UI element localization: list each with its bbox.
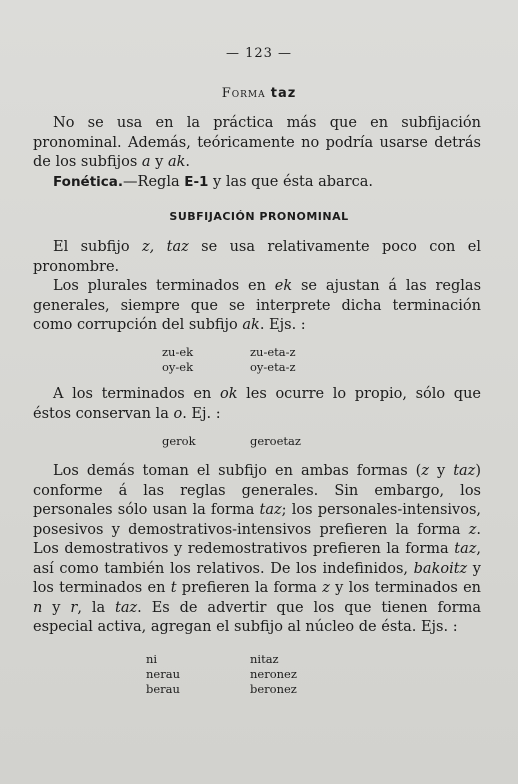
paragraph: El subfijo z, taz se usa relativamente poco con el pronombre. — [33, 239, 482, 275]
example-word: neronez — [250, 667, 297, 681]
section-title: SUBFIJACIÓN PRONOMINAL — [169, 210, 349, 223]
example-word: berau — [146, 682, 180, 696]
example-list-3 — [146, 652, 350, 697]
page-number: — 123 — — [225, 46, 293, 61]
example-word: zu-ek — [162, 345, 194, 359]
paragraph-block-3 — [33, 385, 481, 424]
example-word: zu-eta-z — [250, 345, 296, 359]
example-word: nerau — [146, 667, 180, 681]
running-head — [0, 86, 518, 101]
example-word: beronez — [250, 682, 297, 696]
paragraph: Fonética.—Regla E-1 y las que ésta abarca. — [53, 173, 373, 190]
paragraph: No se usa en la práctica más que en subfijación pronominal. Además, teóricamente no podría usarse detrás de los subfijos a y ak. — [33, 115, 481, 170]
example-list-2 — [162, 434, 350, 449]
running-head-prefix: Forma — [221, 86, 266, 101]
paragraph-block-4 — [33, 462, 481, 638]
paragraph: A los terminados en ok les ocurre lo propio, sólo que éstos conservan la o. Ej. : — [33, 386, 481, 422]
example-word: oy-ek — [162, 360, 194, 374]
example-word: geroetaz — [250, 434, 301, 448]
example-word: gerok — [162, 434, 196, 448]
example-list-1 — [162, 345, 350, 375]
example-word: oy-eta-z — [250, 360, 296, 374]
running-head-word: taz — [270, 86, 297, 101]
example-word: ni — [146, 652, 158, 666]
paragraph: Los demás toman el subfijo en ambas formas (z y taz) conforme á las reglas generales. Sin embargo, los personales sólo usan la forma taz; los personales-intensivos, posesivos y demostrativos-intensivos prefieren la forma z. Los demostrativos y redemostrativos prefieren la forma taz, así como también los relativos. De los indefinidos, bakoitz y los terminados en t prefieren la forma z y los terminados en n y r, la taz. Es de advertir que los que tienen forma especial activa, agregan el subfijo al núcleo de ésta. Ejs. : — [33, 463, 481, 635]
example-word: nitaz — [250, 652, 279, 666]
paragraph-block-1 — [33, 114, 481, 192]
paragraph: Los plurales terminados en ek se ajustan á las reglas generales, siempre que se interprete dicha terminación como corrupción del subfijo ak. Ejs. : — [33, 278, 482, 333]
paragraph-block-2 — [33, 238, 481, 336]
